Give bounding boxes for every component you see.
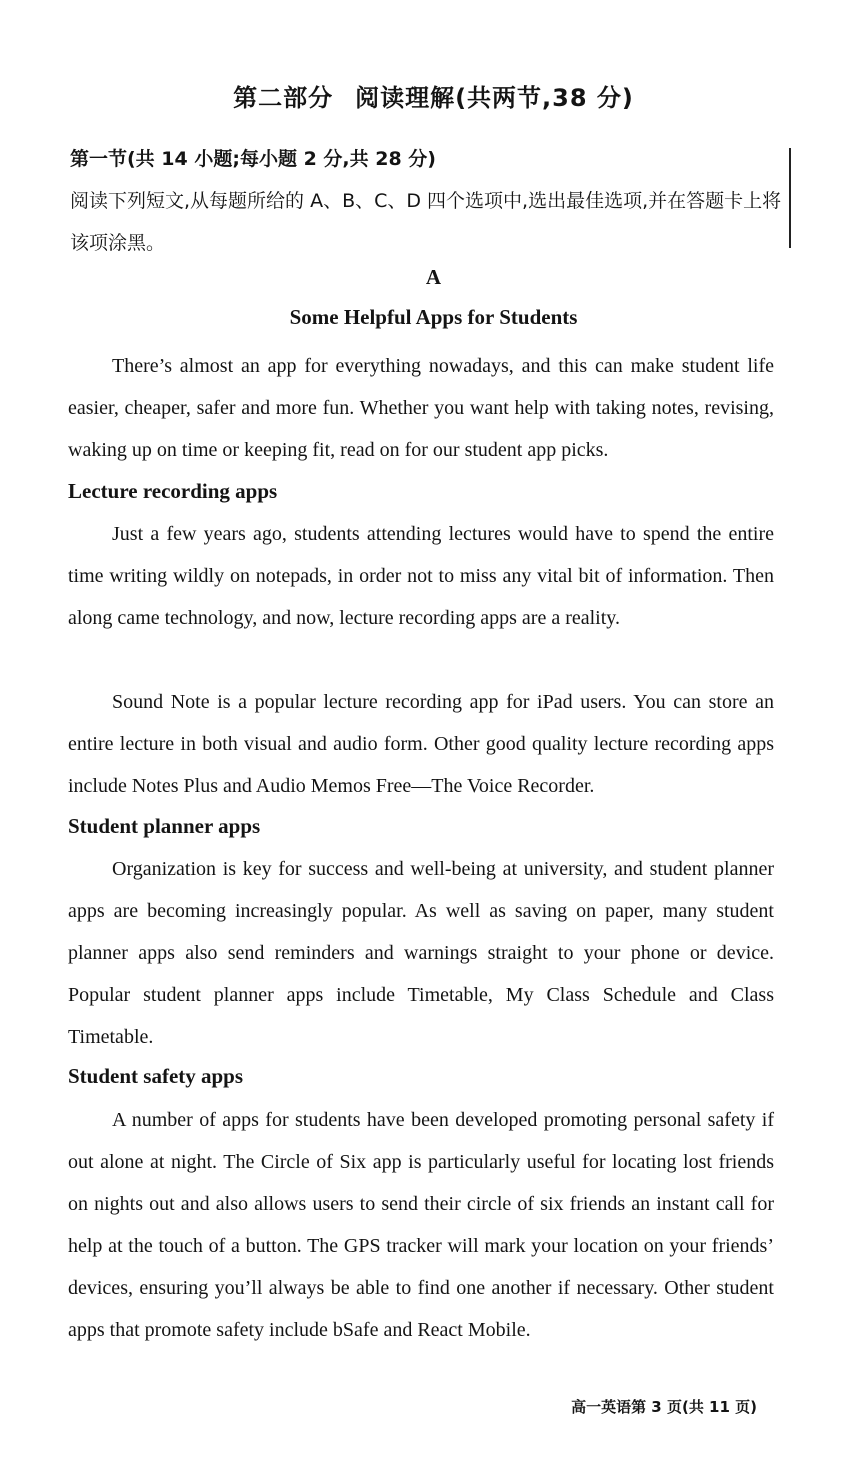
- passage-title: Some Helpful Apps for Students: [289, 305, 578, 329]
- section-heading-planner: Student planner apps: [68, 814, 261, 838]
- section-heading-lecture: Lecture recording apps: [68, 479, 278, 503]
- part-name: 阅读理解(共两节,38 分): [355, 84, 634, 112]
- section-heading-safety: Student safety apps: [68, 1064, 244, 1088]
- page-footer: 高一英语第 3 页(共 11 页): [571, 1398, 757, 1416]
- part-number: 第二部分: [233, 84, 334, 112]
- instructions: 阅读下列短文,从每题所给的 A、B、C、D 四个选项中,选出最佳选项,并在答题卡上将该项涂黑。: [70, 190, 782, 254]
- section-heading: 第一节(共 14 小题;每小题 2 分,共 28 分): [70, 148, 436, 170]
- lecture-paragraph-1: Just a few years ago, students attending lectures would have to spend the entire time writing wildly on notepads, in order not to miss any vital bit of information. Then along came technology, and now, lecture recording apps are a reality.: [68, 523, 774, 629]
- passage-letter: A: [425, 265, 442, 289]
- planner-paragraph: Organization is key for success and well-being at university, and student planner apps are becoming increasingly popular. As well as saving on paper, many student planner apps also send reminders and warnings straight to your phone or device. Popular student planner apps include Timetable, My Class Schedule and Class Timetable.: [68, 858, 774, 1048]
- part-title: [0, 78, 867, 113]
- intro-paragraph: There’s almost an app for everything nowadays, and this can make student life easier, cheaper, safer and more fun. Whether you want help with taking notes, revising, waking up on time or keeping fit, read on for our student app picks.: [68, 355, 774, 461]
- margin-line: [789, 148, 791, 248]
- lecture-paragraph-2: Sound Note is a popular lecture recording app for iPad users. You can store an entire lecture in both visual and audio form. Other good quality lecture recording apps include Notes Plus and Audio Memos Free—The Voice Recorder.: [68, 691, 774, 797]
- safety-paragraph: A number of apps for students have been developed promoting personal safety if out alone at night. The Circle of Six app is particularly useful for locating lost friends on nights out and also allows users to send their circle of six friends an instant call for help at the touch of a button. The GPS tracker will mark your location on your friends’ devices, ensuring you’ll always be able to find one another if necessary. Other student apps that promote safety include bSafe and React Mobile.: [68, 1109, 774, 1341]
